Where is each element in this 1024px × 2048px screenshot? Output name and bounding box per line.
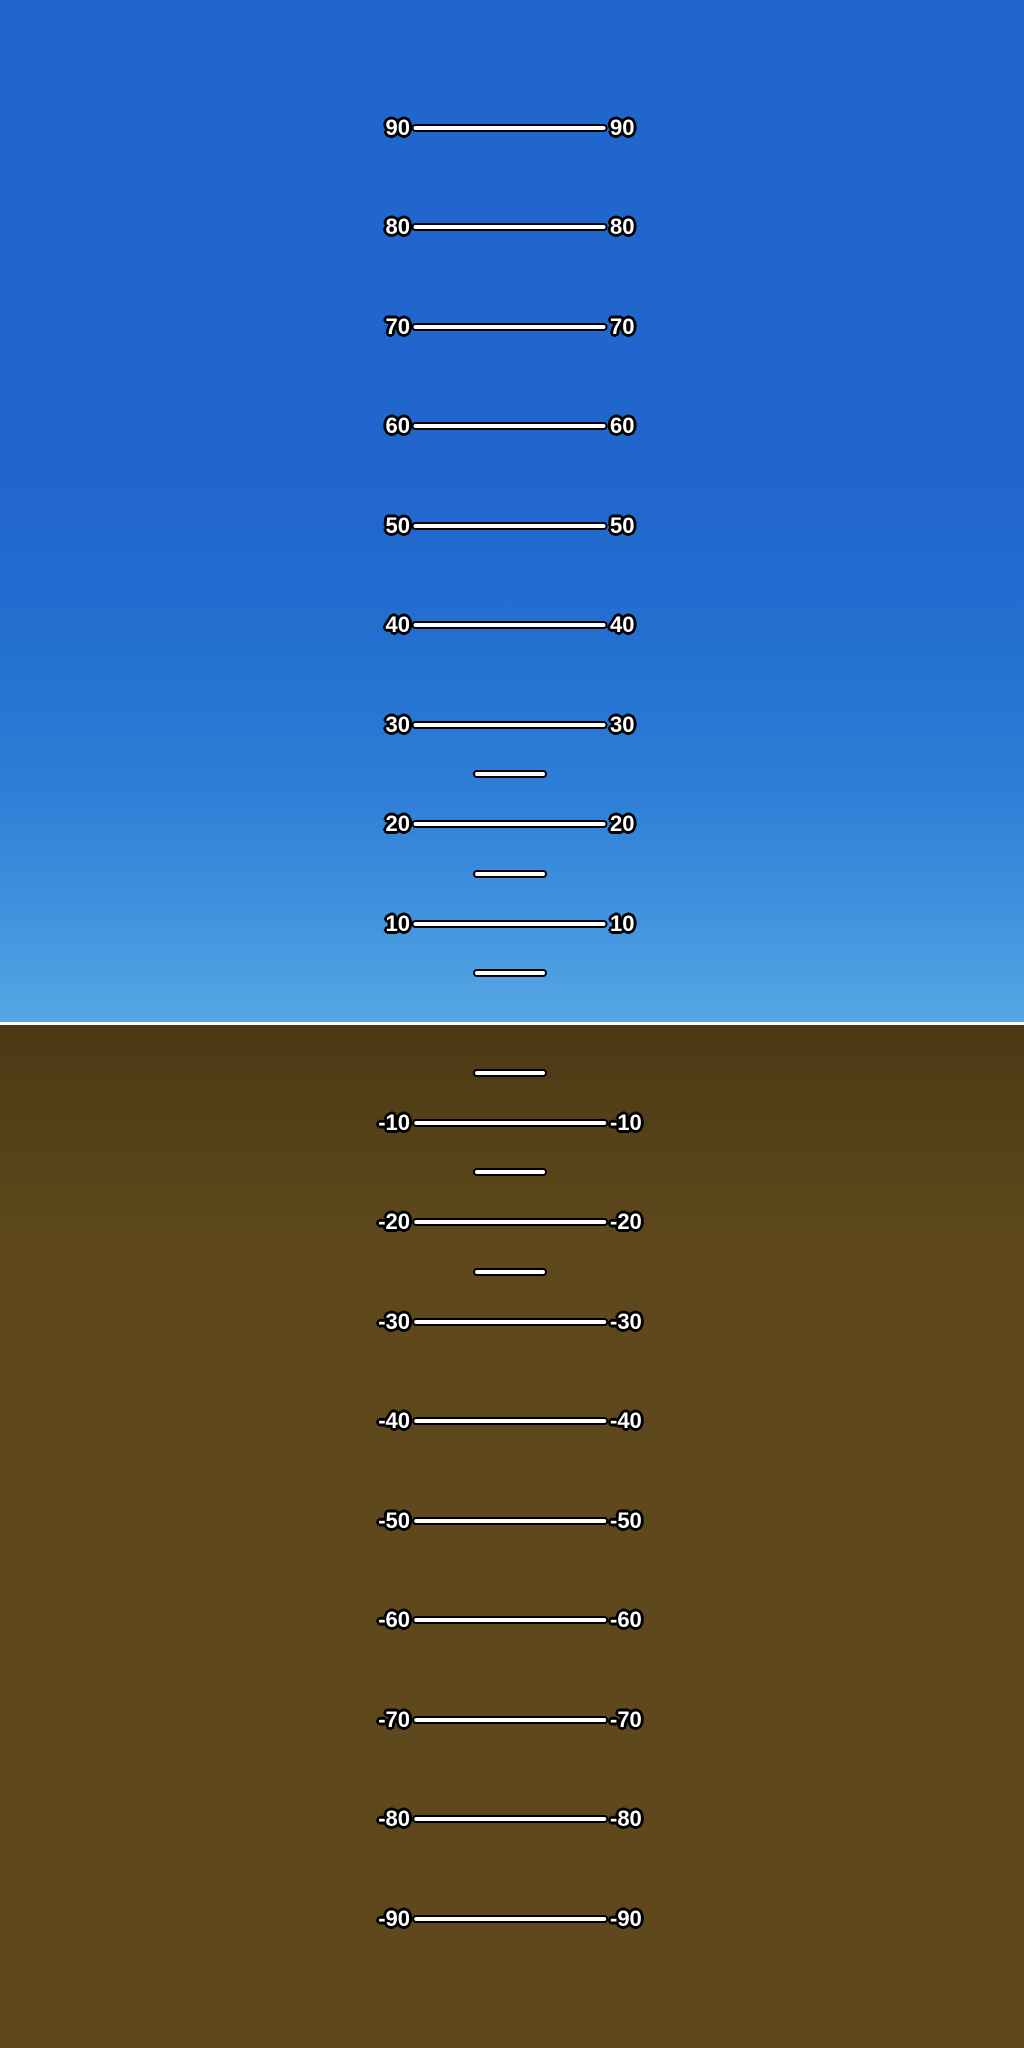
pitch-label-right-40: 40 bbox=[610, 612, 635, 637]
pitch-line-50 bbox=[384, 512, 637, 538]
pitch-bar-major--80 bbox=[412, 1815, 608, 1823]
pitch-line-10 bbox=[384, 910, 637, 936]
pitch-label-left-60: 60 bbox=[385, 413, 410, 438]
pitch-label-left--70: -70 bbox=[378, 1706, 410, 1732]
pitch-label-right--90: -90 bbox=[610, 1905, 642, 1931]
pitch-label-left-40: 40 bbox=[385, 612, 410, 637]
pitch-line--30 bbox=[376, 1308, 644, 1334]
pitch-label-right-50: 50 bbox=[610, 512, 635, 538]
pitch-label-right-30: 30 bbox=[610, 711, 635, 737]
pitch-bar-minor--25 bbox=[473, 1268, 547, 1276]
pitch-label-right--20: -20 bbox=[610, 1209, 642, 1234]
pitch-bar-major--90 bbox=[412, 1915, 608, 1923]
pitch-label-left--60: -60 bbox=[378, 1607, 410, 1632]
pitch-bar-major-40 bbox=[412, 621, 608, 629]
pitch-line--70 bbox=[376, 1706, 644, 1732]
pitch-label-left--30: -30 bbox=[378, 1308, 410, 1334]
pitch-label-left-80: 80 bbox=[385, 214, 410, 239]
pitch-label-right-20: 20 bbox=[610, 811, 635, 836]
pitch-bar-major--30 bbox=[412, 1318, 608, 1326]
pitch-label-right--60: -60 bbox=[610, 1607, 642, 1632]
pitch-label-left-50: 50 bbox=[385, 512, 410, 538]
pitch-label-left--40: -40 bbox=[378, 1408, 410, 1433]
pitch-label-left--10: -10 bbox=[378, 1109, 410, 1135]
pitch-line--50 bbox=[376, 1507, 644, 1533]
pitch-bar-minor-5 bbox=[473, 969, 547, 977]
pitch-bar-major--50 bbox=[412, 1517, 608, 1525]
pitch-bar-minor-25 bbox=[473, 770, 547, 778]
pitch-label-right--40: -40 bbox=[610, 1408, 642, 1433]
pitch-bar-major--60 bbox=[412, 1616, 608, 1624]
pitch-line--40 bbox=[376, 1410, 644, 1432]
pitch-bar-minor--15 bbox=[473, 1168, 547, 1176]
pitch-line-60 bbox=[384, 415, 637, 437]
pitch-label-right--10: -10 bbox=[610, 1109, 642, 1135]
pitch-label-right--50: -50 bbox=[610, 1507, 642, 1533]
pitch-line-40 bbox=[384, 614, 637, 636]
pitch-label-right-90: 90 bbox=[610, 114, 635, 140]
pitch-line--10 bbox=[376, 1109, 644, 1135]
pitch-bar-major-30 bbox=[412, 721, 608, 729]
pitch-label-left-90: 90 bbox=[385, 114, 410, 140]
pitch-line-80 bbox=[384, 216, 637, 238]
pitch-line-70 bbox=[384, 313, 637, 339]
pitch-bar-major--20 bbox=[412, 1218, 608, 1226]
pitch-bar-major--70 bbox=[412, 1716, 608, 1724]
pitch-bar-major-90 bbox=[412, 124, 608, 132]
pitch-label-right-80: 80 bbox=[610, 214, 635, 239]
pitch-label-left--50: -50 bbox=[378, 1507, 410, 1533]
pitch-label-right-60: 60 bbox=[610, 413, 635, 438]
pitch-line--80 bbox=[376, 1808, 644, 1830]
pitch-label-left-70: 70 bbox=[385, 313, 410, 339]
pitch-line-90 bbox=[384, 114, 637, 140]
pitch-line--60 bbox=[376, 1609, 644, 1631]
pitch-line--20 bbox=[376, 1211, 644, 1233]
pitch-bar-major-20 bbox=[412, 820, 608, 828]
pitch-label-right--70: -70 bbox=[610, 1706, 642, 1732]
pitch-label-left-20: 20 bbox=[385, 811, 410, 836]
pitch-bar-major-10 bbox=[412, 920, 608, 928]
pitch-bar-major-60 bbox=[412, 422, 608, 430]
pitch-label-right--30: -30 bbox=[610, 1308, 642, 1334]
pitch-label-left--90: -90 bbox=[378, 1905, 410, 1931]
pitch-label-right-70: 70 bbox=[610, 313, 635, 339]
pitch-label-left--80: -80 bbox=[378, 1806, 410, 1831]
pitch-line--90 bbox=[376, 1905, 644, 1931]
pitch-bar-minor-15 bbox=[473, 870, 547, 878]
pitch-label-left--20: -20 bbox=[378, 1209, 410, 1234]
pitch-bar-minor--5 bbox=[473, 1069, 547, 1077]
pitch-line-20 bbox=[384, 813, 637, 835]
pitch-label-left-10: 10 bbox=[385, 910, 410, 936]
pitch-bar-major--40 bbox=[412, 1417, 608, 1425]
pitch-bar-major-50 bbox=[412, 522, 608, 530]
pitch-label-right--80: -80 bbox=[610, 1806, 642, 1831]
pitch-bar-major-70 bbox=[412, 323, 608, 331]
pitch-bar-major--10 bbox=[412, 1119, 608, 1127]
pitch-line-30 bbox=[384, 711, 637, 737]
pitch-label-right-10: 10 bbox=[610, 910, 635, 936]
pitch-label-left-30: 30 bbox=[385, 711, 410, 737]
pitch-bar-major-80 bbox=[412, 223, 608, 231]
